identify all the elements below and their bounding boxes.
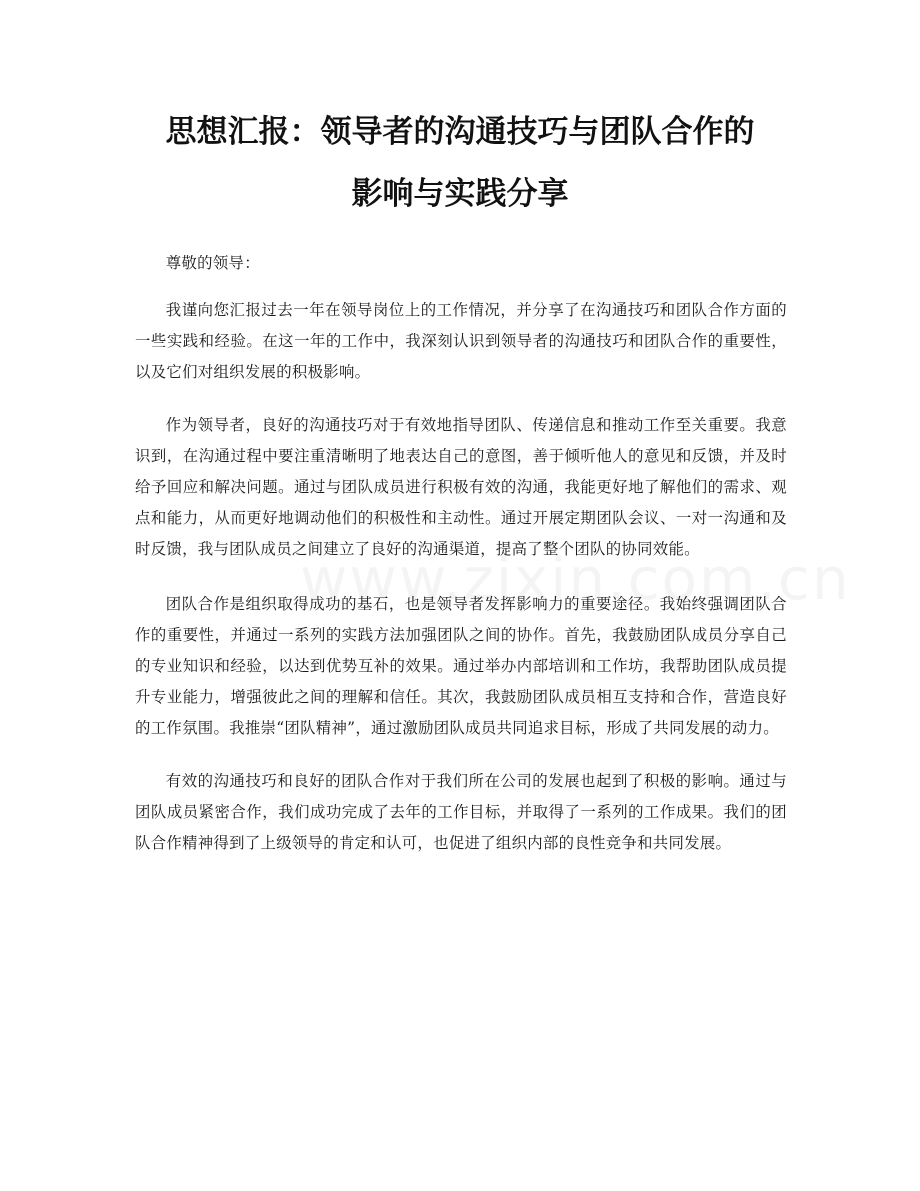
paragraph-intro: 我谨向您汇报过去一年在领导岗位上的工作情况，并分享了在沟通技巧和团队合作方面的一些实践和经验。在这一年的工作中，我深刻认识到领导者的沟通技巧和团队合作的重要性，以及它们对组织发展的积极影响。 [135, 301, 787, 381]
paragraph-impact: 有效的沟通技巧和良好的团队合作对于我们所在公司的发展也起到了积极的影响。通过与团队成员紧密合作，我们成功完成了去年的工作目标，并取得了一系列的工作成果。我们的团队合作精神得到了上级领导的肯定和认可，也促进了组织内部的良性竞争和共同发展。 [135, 772, 787, 852]
paragraph-communication: 作为领导者，良好的沟通技巧对于有效地指导团队、传递信息和推动工作至关重要。我意识到，在沟通过程中要注重清晰明了地表达自己的意图，善于倾听他人的意见和反馈，并及时给予回应和解决问题。通过与团队成员进行积极有效的沟通，我能更好地了解他们的需求、观点和能力，从而更好地调动他们的积极性和主动性。通过开展定期团队会议、一对一沟通和及时反馈，我与团队成员之间建立了良好的沟通渠道，提高了整个团队的协同效能。 [135, 416, 787, 558]
document-body [135, 248, 787, 887]
salutation: 尊敬的领导： [165, 254, 260, 272]
document-title-line-1: 思想汇报：领导者的沟通技巧与团队合作的 [165, 114, 755, 150]
document-title-line-2: 影响与实践分享 [351, 176, 569, 212]
paragraph-teamwork: 团队合作是组织取得成功的基石，也是领导者发挥影响力的重要途径。我始终强调团队合作的重要性，并通过一系列的实践方法加强团队之间的协作。首先，我鼓励团队成员分享自己的专业知识和经验，以达到优势互补的效果。通过举办内部培训和工作坊，我帮助团队成员提升专业能力，增强彼此之间的理解和信任。其次，我鼓励团队成员相互支持和合作，营造良好的工作氛围。我推崇“团队精神”，通过激励团队成员共同追求目标，形成了共同发展的动力。 [135, 595, 787, 737]
